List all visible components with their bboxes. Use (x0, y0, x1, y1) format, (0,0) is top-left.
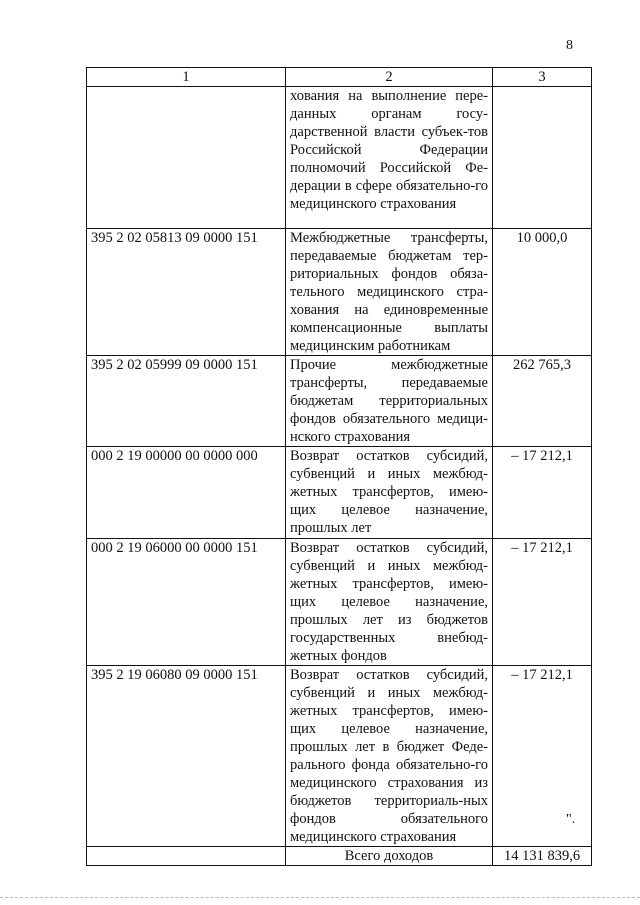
row-amount: – 17 212,1 (493, 539, 592, 666)
row-code: 395 2 19 06080 09 0000 151 (87, 666, 286, 847)
table-row (87, 356, 592, 447)
row-amount: – 17 212,1 (493, 447, 592, 539)
total-amount: 14 131 839,6 (493, 847, 592, 866)
row-code: 000 2 19 00000 00 0000 000 (87, 447, 286, 539)
row-amount: 262 765,3 (493, 356, 592, 447)
revenue-table (86, 67, 592, 866)
column-header-1: 1 (87, 68, 286, 87)
table-row (87, 666, 592, 847)
table-row (87, 447, 592, 539)
column-header-3: 3 (493, 68, 592, 87)
row-code: 395 2 02 05813 09 0000 151 (87, 229, 286, 356)
total-code (87, 847, 286, 866)
row-name: Возврат остатков субсидий, субвенций и иных межбюд-жетных трансфертов, имею-щих целевое назначение, прошлых лет в бюджет Феде-рального фонда обязательно-го медицинского страхования из бюджетов территориаль-ных фондов обязательного медицинского страхования (286, 666, 493, 847)
row-code (87, 87, 286, 229)
row-name: Прочие межбюджетные трансферты, передаваемые бюджетам территориальных фондов обязательного медици-нского страхования (286, 356, 493, 447)
row-amount: – 17 212,1 (493, 666, 592, 847)
table-header-row (87, 68, 592, 87)
page-number: 8 (566, 38, 573, 53)
row-name: Возврат остатков субсидий, субвенций и иных межбюд-жетных трансфертов, имею-щих целевое назначение, прошлых лет (286, 447, 493, 539)
row-code: 395 2 02 05999 09 0000 151 (87, 356, 286, 447)
row-amount (493, 87, 592, 229)
table-row (87, 539, 592, 666)
total-label: Всего доходов (286, 847, 493, 866)
total-row (87, 847, 592, 866)
table-row (87, 229, 592, 356)
row-code: 000 2 19 06000 00 0000 151 (87, 539, 286, 666)
table-row (87, 87, 592, 229)
column-header-2: 2 (286, 68, 493, 87)
row-amount: 10 000,0 (493, 229, 592, 356)
row-name: Межбюджетные трансферты, передаваемые бюджетам тер-риториальных фондов обяза-тельного медицинского стра-хования на единовременные компенсационные выплаты медицинским работникам (286, 229, 493, 356)
closing-quote: ". (566, 812, 576, 827)
row-name: Возврат остатков субсидий, субвенций и иных межбюд-жетных трансфертов, имею-щих целевое назначение, прошлых лет из бюджетов государственных внебюд-жетных фондов (286, 539, 493, 666)
scan-edge-divider (0, 897, 640, 898)
row-name: хования на выполнение пере-данных органам госу-дарственной власти субъек-тов Российской Федерации полномочий Российской Фе-дерации в сфере обязательно-го медицинского страхования (286, 87, 493, 229)
